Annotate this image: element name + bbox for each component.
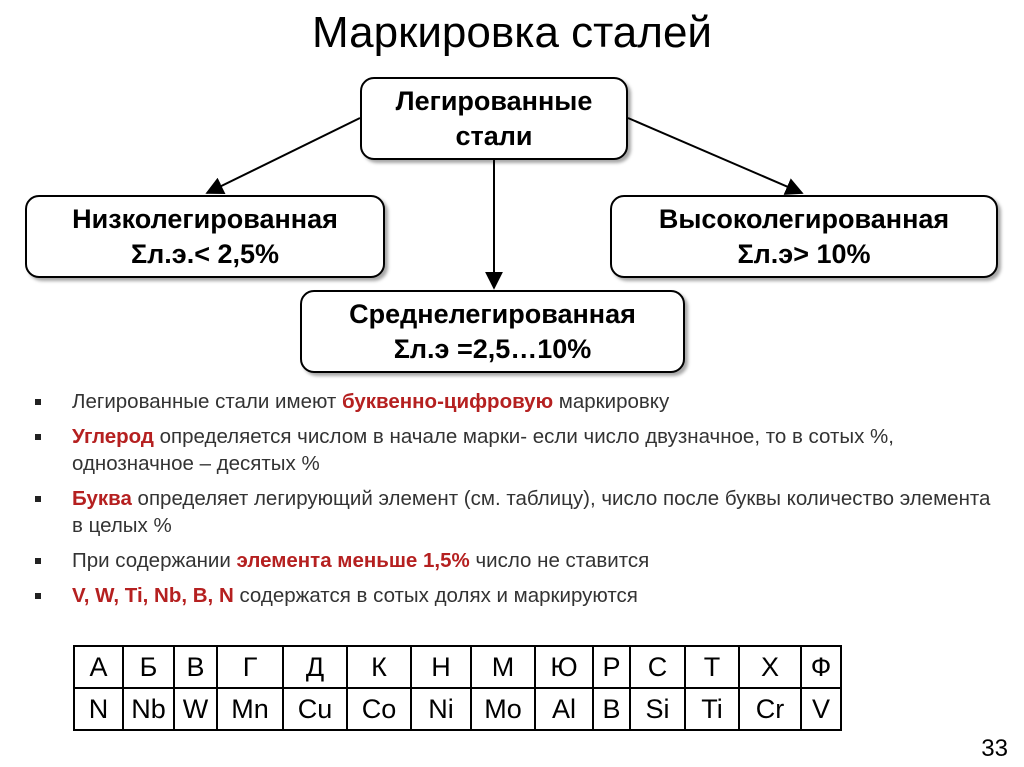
bullet-item	[30, 388, 1000, 415]
element-table	[73, 645, 842, 731]
table-cell-letter: С	[630, 646, 685, 688]
mid-alloy-line1: Среднелегированная	[349, 298, 636, 329]
table-cell-element: Ni	[411, 688, 471, 730]
highlighted-text: Углерод	[72, 425, 154, 448]
root-node-line2: стали	[455, 120, 533, 151]
table-cell-letter: Г	[217, 646, 283, 688]
bullet-text: маркировку	[553, 390, 670, 413]
table-cell-letter: Т	[685, 646, 739, 688]
bullet-text: определяет легирующий элемент (см. таблицу), число после буквы количество элемента в целых %	[72, 487, 991, 537]
arrow-to-high	[628, 118, 802, 193]
high-alloy-node	[610, 195, 998, 278]
table-cell-element: V	[801, 688, 841, 730]
table-cell-letter: Ф	[801, 646, 841, 688]
high-alloy-line2: Σл.э> 10%	[737, 238, 871, 269]
bullet-text: число не ставится	[469, 549, 650, 572]
bullet-item	[30, 485, 1000, 539]
bullet-text: Легированные стали имеют	[72, 390, 342, 413]
table-cell-letter: К	[347, 646, 411, 688]
table-cell-letter: Н	[411, 646, 471, 688]
arrow-to-low	[207, 118, 360, 193]
table-cell-letter: Б	[123, 646, 174, 688]
low-alloy-line2: Σл.э.< 2,5%	[130, 238, 280, 269]
table-cell-letter: Р	[593, 646, 630, 688]
high-alloy-line1: Высоколегированная	[658, 203, 950, 234]
table-cell-element: Al	[535, 688, 593, 730]
low-alloy-line1: Низколегированная	[72, 203, 338, 234]
table-cell-element: Nb	[123, 688, 174, 730]
bullet-text: определяется числом в начале марки- если число двузначное, то в сотых %, однозначное – десятых %	[72, 425, 894, 475]
table-cell-element: Mn	[217, 688, 283, 730]
low-alloy-node	[25, 195, 385, 278]
page-number: 33	[981, 735, 1008, 762]
root-node-line1: Легированные	[395, 85, 593, 116]
table-cell-element: Co	[347, 688, 411, 730]
letters-row	[74, 646, 841, 688]
table-cell-letter: А	[74, 646, 123, 688]
table-cell-letter: В	[174, 646, 217, 688]
table-cell-letter: Ю	[535, 646, 593, 688]
mid-alloy-line2: Σл.э =2,5…10%	[393, 333, 592, 364]
table-cell-letter: Х	[739, 646, 801, 688]
highlighted-text: буквенно-цифровую	[342, 390, 554, 413]
table-cell-element: Cr	[739, 688, 801, 730]
table-cell-element: Ti	[685, 688, 739, 730]
highlighted-text: Буква	[72, 487, 132, 510]
table-cell-letter: М	[471, 646, 535, 688]
highlighted-text: элемента меньше 1,5%	[236, 549, 470, 572]
mid-alloy-node	[300, 290, 685, 373]
highlighted-text: V, W, Ti, Nb, B, N	[72, 584, 234, 607]
bullet-item	[30, 423, 1000, 477]
table-cell-element: Cu	[283, 688, 347, 730]
table-cell-element: Si	[630, 688, 685, 730]
bullet-item	[30, 547, 1000, 574]
table-cell-element: Mo	[471, 688, 535, 730]
elements-row	[74, 688, 841, 730]
root-node	[360, 77, 628, 160]
bullet-item	[30, 582, 1000, 609]
table-cell-letter: Д	[283, 646, 347, 688]
bullet-text: содержатся в сотых долях и маркируются	[233, 584, 638, 607]
bullet-text: При содержании	[72, 549, 237, 572]
page-title: Маркировка сталей	[312, 8, 712, 57]
table-cell-element: N	[74, 688, 123, 730]
table-cell-element: B	[593, 688, 630, 730]
bullet-list	[30, 388, 1000, 617]
table-cell-element: W	[174, 688, 217, 730]
